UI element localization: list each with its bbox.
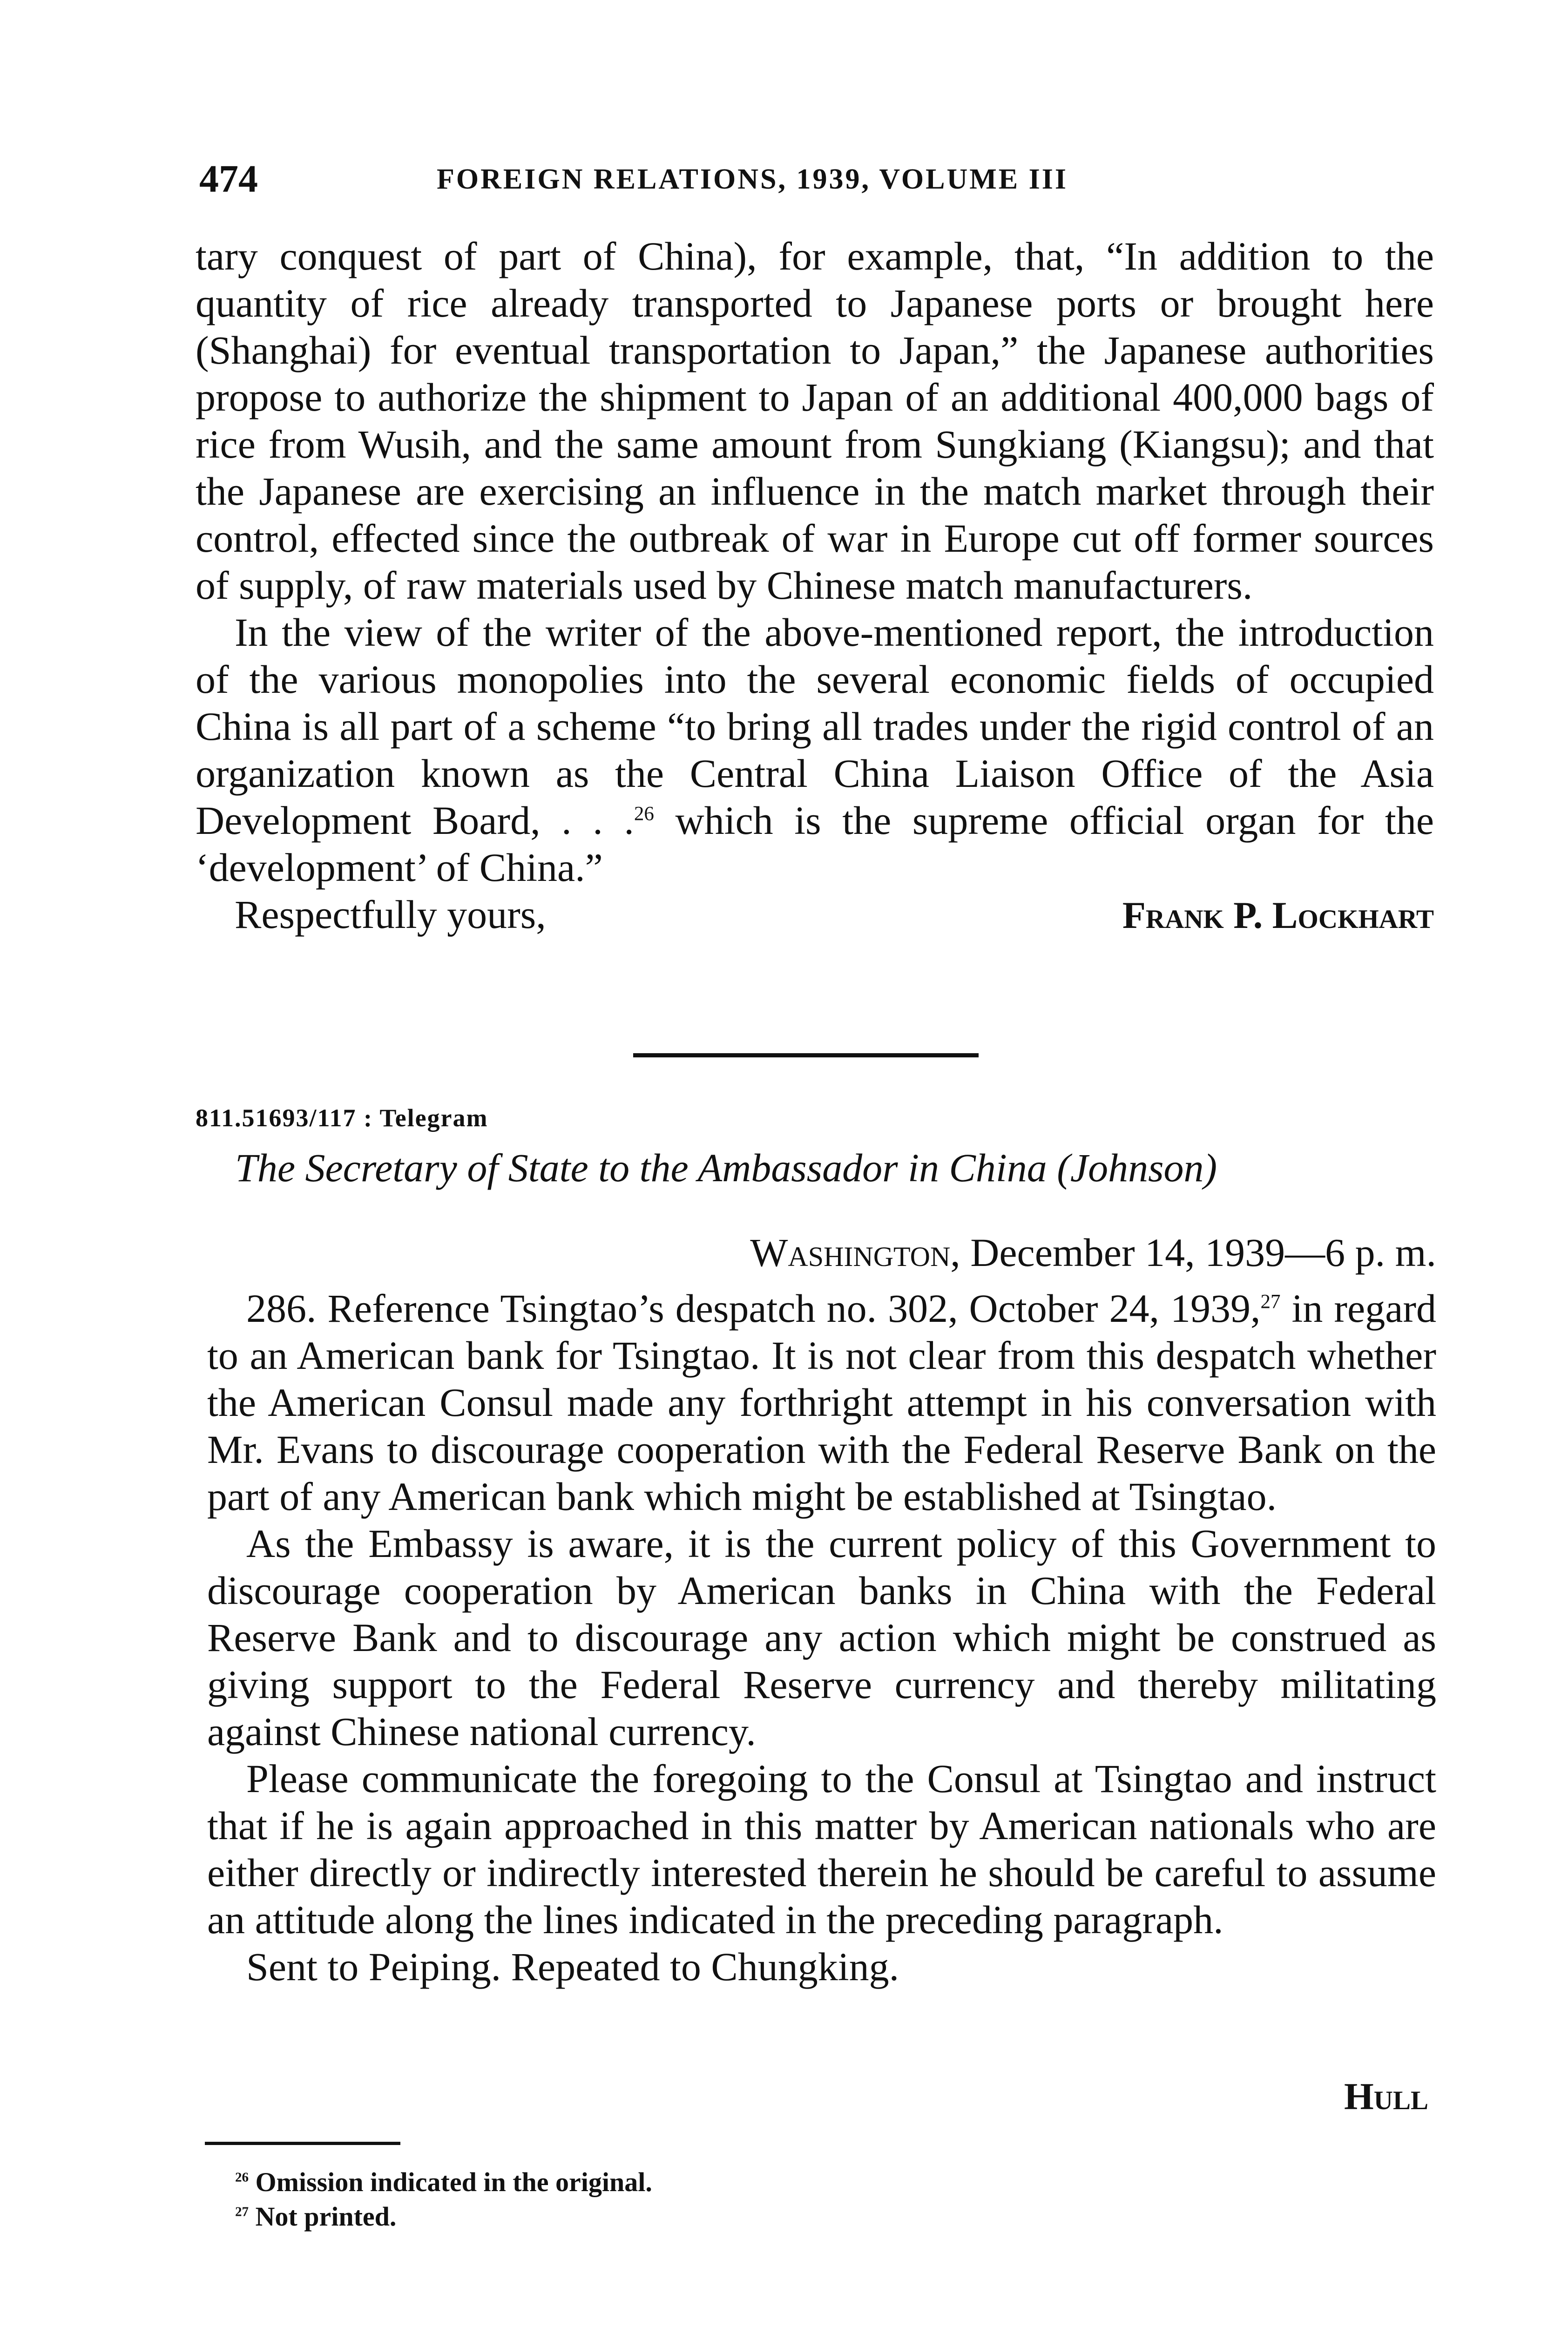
dateline-date: December 14, 1939—6 p. m. bbox=[960, 1230, 1436, 1275]
footnote-number: 27 bbox=[235, 2204, 249, 2220]
paragraph bbox=[207, 1285, 1436, 1520]
paragraph-text: in regard to an American bank for Tsingtao. It is not clear from this despatch whether the American Consul made any forthright attempt in his conversation with Mr. Evans to discourage cooperation with the Federal Reserve Bank on the part of any American bank which might be established at Tsingtao. bbox=[207, 1286, 1437, 1519]
document-id: 811.51693/117 : Telegram bbox=[196, 1104, 488, 1132]
paragraph: tary conquest of part of China), for example, that, “In addition to the quantity of rice already transported to Japanese ports or brought here (Shanghai) for eventual transportation to Japan,” the Japanese authorities propose to authorize the shipment to Japan of an additional 400,000 bags of rice from Wusih, and the same amount from Sungkiang (Kiangsu); and that the Japanese are exercising an influence in the match market through their control, effected since the outbreak of war in Europe cut off former sources of supply, of raw materials used by Chinese match manufacturers. bbox=[196, 234, 1434, 608]
footnote-text: Not printed. bbox=[249, 2201, 397, 2232]
section-telegram-body bbox=[207, 1285, 1436, 1990]
footnote-text: Omission indicated in the original. bbox=[249, 2167, 652, 2197]
footnote bbox=[235, 2165, 652, 2199]
dateline bbox=[666, 1229, 1436, 1276]
section-lockhart-report bbox=[196, 233, 1434, 939]
paragraph bbox=[196, 609, 1434, 891]
footnote-ref: 27 bbox=[1260, 1291, 1281, 1313]
page-header bbox=[199, 156, 1428, 203]
paragraph-text: In the view of the writer of the above-mentioned report, the introduction of the various monopolies into the several economic fields of occupied China is all part of a scheme “to bring all trades under the rigid control of an organization known as the Central China Liaison Office of the Asia Development Board, . . . bbox=[196, 610, 1434, 843]
paragraph-text: which is the supreme official organ for the ‘development’ of China.” bbox=[196, 798, 1434, 890]
running-head: FOREIGN RELATIONS, 1939, VOLUME III bbox=[437, 163, 1068, 195]
signature: Frank P. Lockhart bbox=[1122, 894, 1434, 936]
paragraph-text: 286. Reference Tsingtao’s despatch no. 302, October 24, 1939, bbox=[246, 1286, 1261, 1331]
paragraph: Please communicate the foregoing to the Consul at Tsingtao and instruct that if he is again approached in this matter by American nationals who are either directly or indirectly interested therein he should be careful to assume an attitude along the lines indicated in the preceding paragraph. bbox=[207, 1756, 1436, 1942]
section-divider bbox=[633, 1053, 979, 1057]
paragraph: As the Embassy is aware, it is the current policy of this Government to discourage cooperation by American banks in China with the Federal Reserve Bank and to discourage any action which might be construed as giving support to the Federal Reserve currency and thereby militating against Chinese national currency. bbox=[207, 1521, 1436, 1754]
footnote-rule bbox=[205, 2142, 400, 2145]
page-number: 474 bbox=[199, 157, 258, 201]
paragraph: Sent to Peiping. Repeated to Chungking. bbox=[246, 1944, 899, 1989]
closing: Respectfully yours, bbox=[235, 892, 546, 937]
dateline-place: Washington, bbox=[750, 1230, 960, 1275]
footnote bbox=[235, 2199, 652, 2234]
signature: Hull bbox=[1344, 2075, 1428, 2118]
footnote-ref: 26 bbox=[634, 803, 654, 825]
document-title: The Secretary of State to the Ambassador in China (Johnson) bbox=[235, 1145, 1217, 1190]
footnote-number: 26 bbox=[235, 2170, 249, 2185]
footnotes bbox=[235, 2165, 652, 2234]
signature-row bbox=[196, 891, 1434, 939]
